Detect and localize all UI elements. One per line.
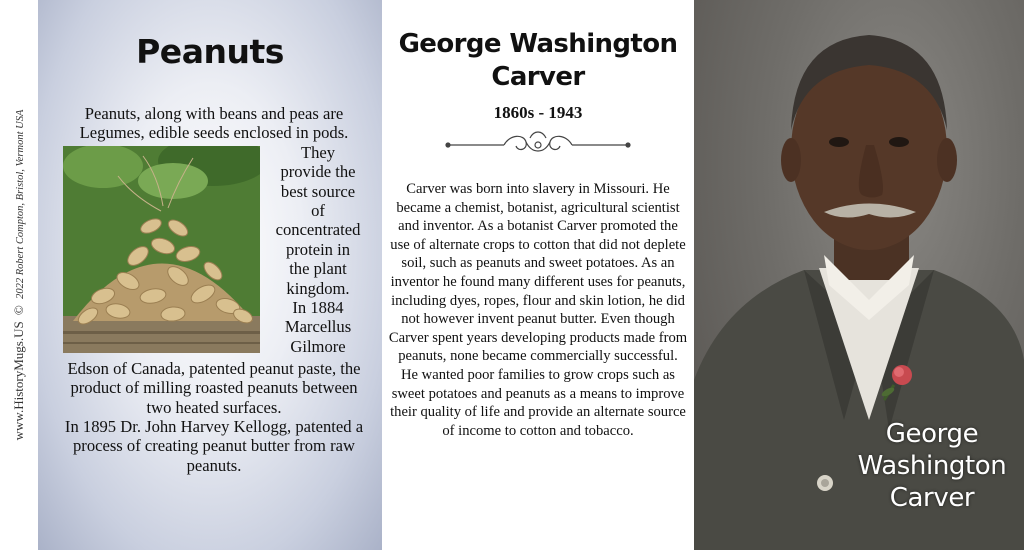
life-dates: 1860s - 1943 [493,103,583,122]
copyright-text [11,110,27,441]
portrait-panel [694,0,1024,550]
wrap-line: kingdom. [286,278,350,298]
peanuts-title: Peanuts [136,32,284,71]
caption-line-2: Washington [857,451,1007,481]
wrap-line: Marcellus [284,317,352,337]
portrait-caption [852,418,1012,514]
peanut-illustration [63,146,260,353]
peanuts-intro: Peanuts, along with beans and peas are Legumes, edible seeds enclosed in pods. [79,104,349,143]
side-copyright-strip [0,0,38,550]
biography-panel [382,0,694,550]
peanuts-kellogg: In 1895 Dr. John Harvey Kellogg, patented a process of creating peanut butter from raw peanuts. [64,417,364,475]
wrap-line: of [311,201,325,221]
peanuts-after-wrap: Edson of Canada, patented peanut paste, the product of milling roasted peanuts between two heated surfaces. [67,358,361,417]
wrap-line: They [300,142,336,162]
copyright-notice: 2022 Robert Compton, Bristol, Vermont USA [15,109,26,299]
copyright-symbol: © [11,305,26,316]
caption-line-1: George [885,419,979,449]
wrap-line: Gilmore [290,336,346,356]
peanut-pile-photo [63,146,260,353]
wrap-line: concentrated [275,220,361,240]
wrap-line: best source [280,181,356,201]
wrap-line: protein in [285,239,351,259]
biography-title [382,28,694,94]
name-line-1: George Washington [398,29,678,59]
flourish-divider [444,128,632,162]
wrap-line: the plant [289,259,347,279]
peanuts-body [60,104,368,475]
name-line-2: Carver [491,62,585,92]
biography-text: Carver was born into slavery in Missouri. He became a chemist, botanist, agricultural scientist and inventor. As a botanist Carver promoted the use of alternate crops to cotton that did not deplete soil, such as peanuts and sweet potatoes. As an inventor he found many different uses for peanuts, including dyes, ropes, flour and skin lotion, he did not however invent peanut butter. Even though Carver spent years developing products made from peanuts, none became commercially successful. He wanted poor families to grow crops such as sweet potatoes and peanuts as a means to improve their quality of life and provide an alternate source of income to cotton and tobacco. [388,181,688,439]
peanuts-panel [38,0,382,550]
caption-line-3: Carver [889,483,975,513]
website-text: www.HistoryMugs.US [11,321,26,441]
wrap-line: In 1884 [292,298,344,318]
wrap-line: provide the [280,162,356,182]
